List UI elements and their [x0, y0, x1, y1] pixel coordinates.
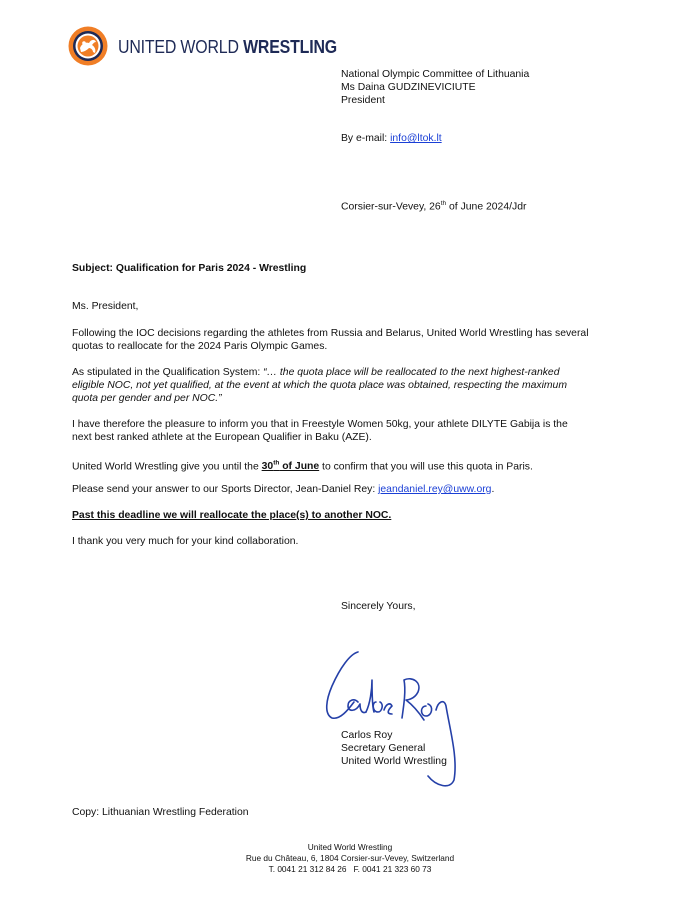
footer [150, 842, 550, 875]
signatory-title: Secretary General [341, 743, 426, 754]
signatory-org: United World Wrestling [341, 756, 447, 767]
deadline-sup: th [273, 460, 280, 467]
paragraph-5 [72, 483, 494, 496]
place-date-prefix: Corsier-sur-Vevey, 26 [341, 201, 441, 213]
sports-director-email-link[interactable]: jeandaniel.rey@uww.org [378, 484, 492, 495]
footer-address: Rue du Château, 6, 1804 Corsier-sur-Vevey, Switzerland [245, 853, 455, 863]
deadline-month: of June [279, 461, 320, 473]
paragraph-5-before: Please send your answer to our Sports Director, Jean-Daniel Rey: [72, 484, 379, 495]
paragraph-3 [72, 418, 568, 444]
footer-phone: T. 0041 21 312 84 26 F. 0041 21 323 60 73 [268, 864, 432, 874]
paragraph-1-line: quotas to reallocate for the 2024 Paris Olympic Games. [72, 341, 328, 352]
subject-line: Subject: Qualification for Paris 2024 - Wrestling [72, 263, 307, 274]
closing: Sincerely Yours, [341, 601, 416, 612]
recipient-block [341, 68, 529, 107]
recipient-title: President [341, 95, 385, 106]
deadline-notice: Past this deadline we will reallocate the place(s) to another NOC. [72, 510, 392, 521]
paragraph-2-intro: As stipulated in the Qualification System: [72, 367, 264, 378]
deadline-date [262, 461, 320, 472]
logo-text-bold: WRESTLING [243, 36, 337, 57]
uww-logo [68, 26, 368, 70]
email-label: By e-mail: [341, 133, 388, 144]
paragraph-5-after: . [491, 484, 495, 495]
paragraph-2-quote: quota per gender and per NOC.” [72, 393, 222, 404]
signatory-name: Carlos Roy [341, 730, 393, 741]
logo-text-regular: UNITED WORLD [118, 36, 239, 57]
paragraph-2 [72, 366, 567, 405]
paragraph-3-line: next best ranked athlete at the European Qualifier in Baku (AZE). [72, 432, 372, 443]
place-date-suffix: of June 2024/Jdr [446, 201, 527, 213]
paragraph-1-line: Following the IOC decisions regarding the athletes from Russia and Belarus, United World Wrestling has several [72, 328, 589, 339]
thanks-line: I thank you very much for your kind collaboration. [72, 536, 299, 547]
place-date-sup: th [440, 200, 447, 207]
signatory-block [341, 729, 447, 768]
footer-org: United World Wrestling [307, 842, 393, 852]
wrestler-emblem-icon [68, 26, 108, 66]
paragraph-2-quote: eligible NOC, not yet qualified, at the event at which the quota place was obtained, respecting the maximum [72, 380, 567, 391]
paragraph-2-quote: “… the quota place will be reallocated to the next highest-ranked [263, 367, 560, 378]
place-date [341, 197, 526, 213]
copy-line: Copy: Lithuanian Wrestling Federation [72, 807, 249, 818]
logo-wordmark [118, 36, 337, 58]
paragraph-4-after: to confirm that you will use this quota in Paris. [319, 461, 533, 473]
salutation: Ms. President, [72, 301, 139, 312]
email-link[interactable]: info@ltok.lt [390, 133, 442, 144]
recipient-org: National Olympic Committee of Lithuania [341, 69, 530, 80]
paragraph-4 [72, 457, 533, 473]
deadline-day: 30 [261, 461, 274, 473]
paragraph-3-line: I have therefore the pleasure to inform you that in Freestyle Women 50kg, your athlete DILYTE Gabija is the [72, 419, 568, 430]
paragraph-1 [72, 327, 589, 353]
email-line [341, 132, 442, 145]
recipient-name: Ms Daina GUDZINEVICIUTE [341, 82, 476, 93]
paragraph-4-before: United World Wrestling give you until the [72, 461, 262, 473]
